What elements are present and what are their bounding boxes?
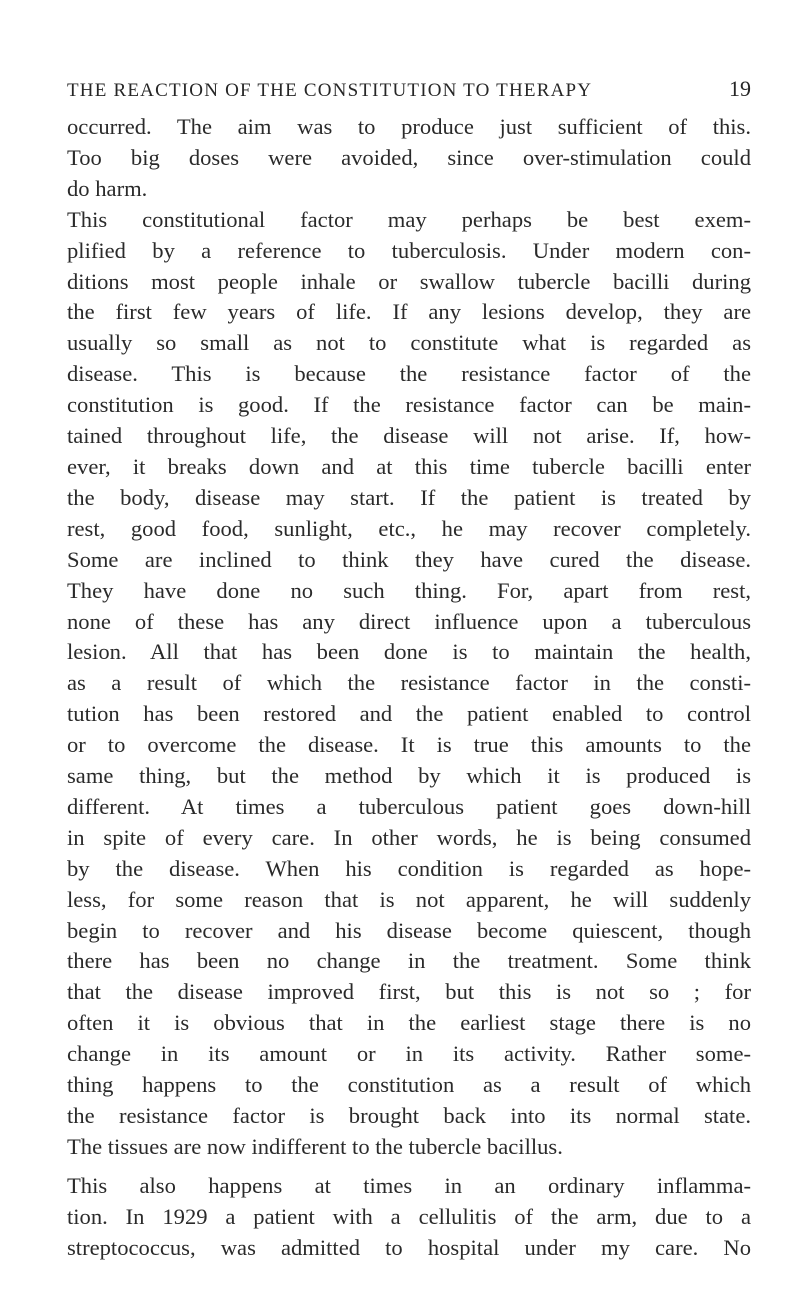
book-page — [67, 76, 751, 1264]
body-text — [67, 112, 751, 1264]
text-line: This constitutional factor may perhaps be best exem- — [67, 206, 751, 232]
text-line: by the disease. When his condition is regarded as hope- — [67, 855, 751, 881]
text-line: thing happens to the constitution as a result of which — [67, 1072, 751, 1098]
text-line: the body, disease may start. If the patient is treated by — [67, 484, 751, 510]
text-line: The tissues are now indifferent to the tubercle bacillus. — [67, 1133, 563, 1159]
paragraph-1 — [67, 112, 751, 205]
text-line: in spite of every care. In other words, he is being consumed — [67, 824, 751, 850]
text-line: often it is obvious that in the earliest stage there is no — [67, 1010, 751, 1036]
text-line: less, for some reason that is not apparent, he will suddenly — [67, 886, 751, 912]
paragraph-3 — [67, 1171, 751, 1264]
text-line: Too big doses were avoided, since over-stimulation could — [67, 144, 751, 170]
text-line: do harm. — [67, 175, 148, 201]
page-number: 19 — [729, 76, 751, 101]
text-line: This also happens at times in an ordinary inflamma- — [67, 1172, 751, 1198]
text-line: tution has been restored and the patient enabled to control — [67, 701, 751, 727]
text-line: plified by a reference to tuberculosis. Under modern con- — [67, 237, 751, 263]
text-line: different. At times a tuberculous patient goes down-hill — [67, 793, 751, 819]
text-line: as a result of which the resistance factor in the consti- — [67, 670, 751, 696]
text-line: that the disease improved first, but this is not so ; for — [67, 979, 751, 1005]
text-line: constitution is good. If the resistance factor can be main- — [67, 392, 751, 418]
text-line: none of these has any direct influence upon a tuberculous — [67, 608, 751, 634]
text-line: ditions most people inhale or swallow tubercle bacilli during — [67, 268, 751, 294]
text-line: usually so small as not to constitute what is regarded as — [67, 330, 751, 356]
text-line: lesion. All that has been done is to maintain the health, — [67, 639, 751, 665]
text-line: ever, it breaks down and at this time tubercle bacilli enter — [67, 453, 751, 479]
text-line: same thing, but the method by which it is produced is — [67, 763, 751, 789]
running-head — [67, 76, 751, 106]
text-line: the resistance factor is brought back into its normal state. — [67, 1103, 751, 1128]
text-line: Some are inclined to think they have cured the disease. — [67, 546, 751, 572]
text-line: there has been no change in the treatment. Some think — [67, 948, 751, 974]
text-line: tained throughout life, the disease will not arise. If, how- — [67, 423, 751, 449]
text-line: They have done no such thing. For, apart from rest, — [67, 577, 751, 603]
text-line: disease. This is because the resistance factor of the — [67, 361, 751, 387]
text-line: streptococcus, was admitted to hospital under my care. No — [67, 1234, 751, 1260]
text-line: tion. In 1929 a patient with a cellulitis of the arm, due to a — [67, 1203, 751, 1229]
paragraph-2 — [67, 205, 751, 1163]
text-line: rest, good food, sunlight, etc., he may recover completely. — [67, 515, 751, 541]
text-line: the first few years of life. If any lesions develop, they are — [67, 299, 751, 325]
text-line: occurred. The aim was to produce just sufficient of this. — [67, 114, 751, 139]
text-line: begin to recover and his disease become quiescent, though — [67, 917, 751, 943]
text-line: or to overcome the disease. It is true this amounts to the — [67, 732, 751, 758]
running-title: THE REACTION OF THE CONSTITUTION TO THERAPY — [67, 80, 593, 101]
text-line: change in its amount or in its activity. Rather some- — [67, 1041, 751, 1067]
